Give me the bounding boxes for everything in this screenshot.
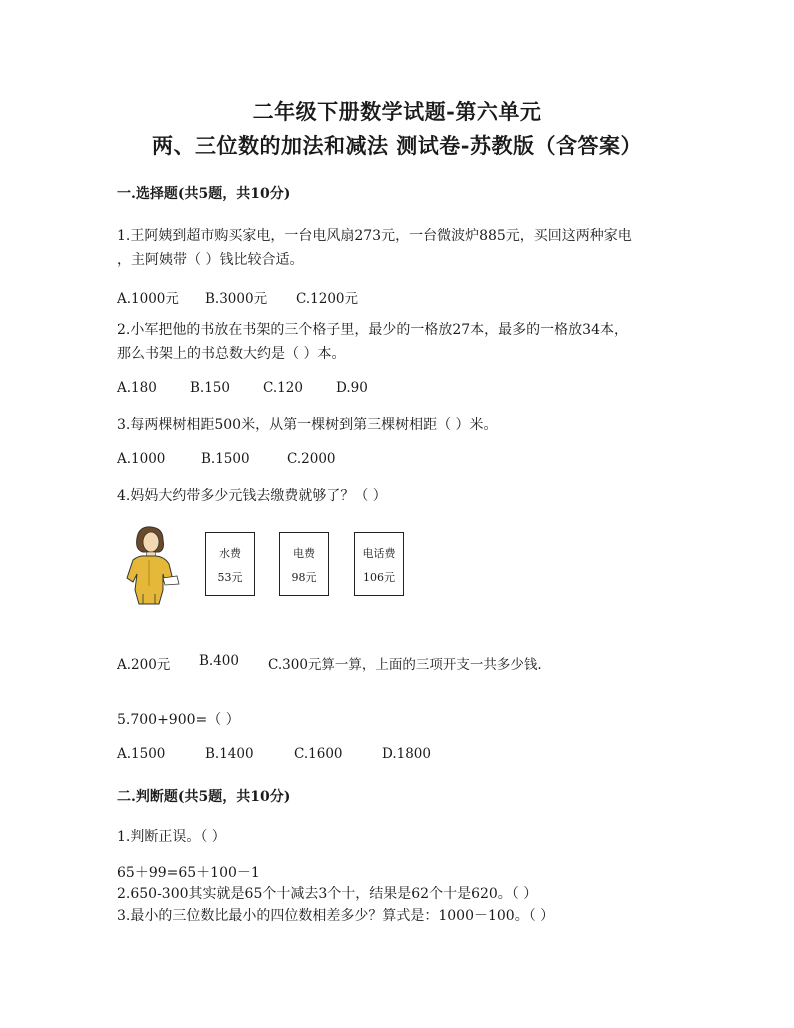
q3-option-b: B.1500 [201,451,250,467]
q5-option-c: C.1600 [294,746,343,762]
section-1-heading: 一.选择题(共5题，共10分) [117,186,291,202]
q1-option-a: A.1000元 [117,291,179,307]
bill-label: 电话费 [362,547,396,560]
judge-question-3: 3.最小的三位数比最小的四位数相差多少？算式是：1000－100。（ ） [117,908,555,924]
q2-option-c: C.120 [263,380,303,396]
bill-label: 水费 [219,547,241,560]
bill-amount: 98元 [291,571,317,584]
section-2-heading: 二.判断题(共5题，共10分) [117,789,291,805]
question-5-line-1: 5.700+900=（ ） [117,712,240,728]
question-4-line-1: 4.妈妈大约带多少元钱去缴费就够了？（ ） [117,488,387,504]
question-1-line-1: 1.王阿姨到超市购买家电，一台电风扇273元，一台微波炉885元，买回这两种家电 [117,228,632,244]
bill-card-electricity [279,532,329,596]
bill-card-phone [354,532,404,596]
q1-option-c: C.1200元 [296,291,358,307]
q5-option-a: A.1500 [117,746,166,762]
q3-option-c: C.2000 [287,451,336,467]
mother-illustration [119,524,183,606]
question-2-line-1: 2.小军把他的书放在书架的三个格子里，最少的一格放27本，最多的一格放34本， [117,322,628,338]
q2-option-b: B.150 [190,380,230,396]
q2-option-d: D.90 [336,380,368,396]
judge-question-1-line-2: 65＋99=65＋100－1 [117,865,260,881]
bill-amount: 106元 [363,571,395,584]
bill-card-water [205,532,255,596]
q5-option-d: D.1800 [382,746,431,762]
title-line-1: 二年级下册数学试题-第六单元 [252,99,542,124]
q2-option-a: A.180 [117,380,157,396]
q3-option-a: A.1000 [117,451,166,467]
q5-option-b: B.1400 [205,746,254,762]
q4-option-c: C.300元算一算，上面的三项开支一共多少钱. [268,657,542,673]
bill-label: 电费 [293,547,315,560]
question-2-line-2: 那么书架上的书总数大约是（ ）本。 [117,346,346,362]
title-line-2: 两、三位数的加法和减法 测试卷-苏教版（含答案） [151,133,643,158]
bill-amount: 53元 [217,571,243,584]
q4-option-a: A.200元 [117,657,171,673]
q4-option-b: B.400 [199,653,239,669]
question-3-line-1: 3.每两棵树相距500米，从第一棵树到第三棵树相距（ ）米。 [117,417,498,433]
judge-question-1-line-1: 1.判断正误。（ ） [117,829,226,845]
judge-question-2: 2.650-300其实就是65个十减去3个十，结果是62个十是620。（ ） [117,886,538,902]
q1-option-b: B.3000元 [205,291,268,307]
question-1-line-2: ，主阿姨带（ ）钱比较合适。 [117,252,304,268]
